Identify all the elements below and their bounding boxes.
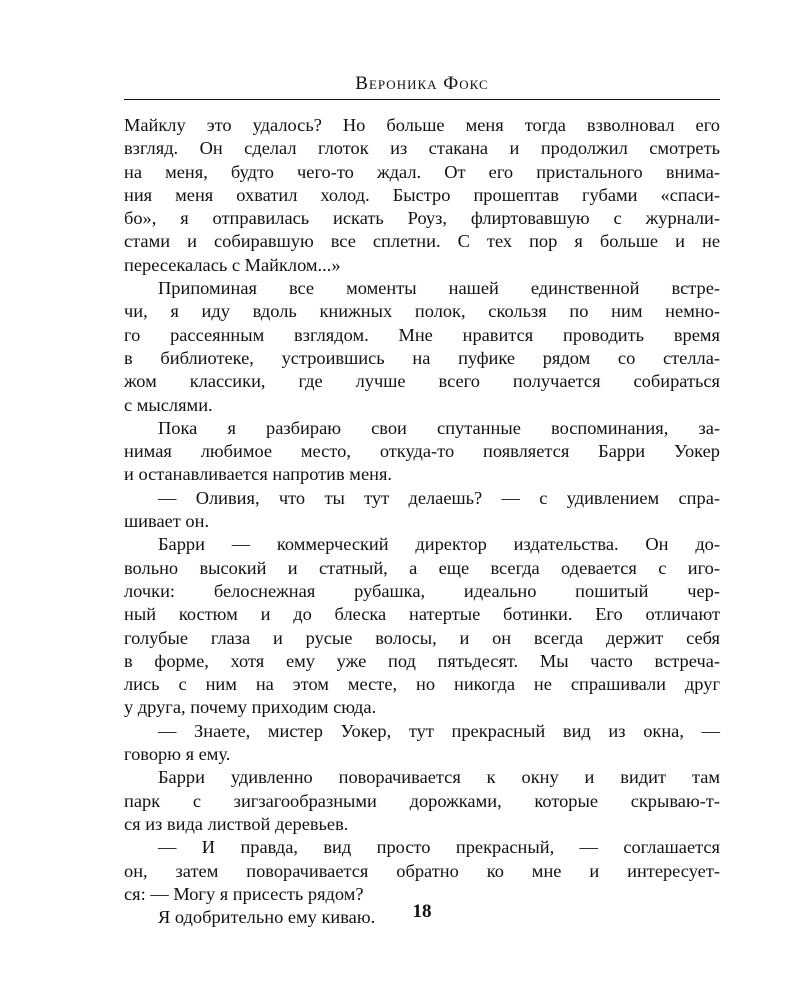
text-line: ся: — Могу я присесть рядом? [124,883,364,904]
text-line: и останавливается напротив меня. [124,464,393,485]
text-line: Пока я разбираю свои спутанные воспоминания, за- [158,417,720,438]
running-header: Вероника Фокс [355,73,489,94]
text-line: в библиотеке, устроившись на пуфике рядом со стелла- [124,347,720,368]
text-line: го рассеянным взглядом. Мне нравится проводить время [124,324,720,345]
text-line: чи, я иду вдоль книжных полок, скользя по ним немно- [124,301,720,322]
text-line: бо», я отправилась искать Роуз, флиртовавшую с журнали- [124,208,720,229]
text-line: жом классики, где лучше всего получается собираться [124,371,720,392]
text-line: говорю я ему. [124,744,231,765]
text-line: на меня, будто чего-то ждал. От его пристального внима- [124,161,720,182]
text-line: он, затем поворачивается обратно ко мне и интересует- [124,860,720,881]
text-line: парк с зигзагообразными дорожками, которые скрываю-т- [124,790,720,811]
text-line: пересекалась с Майклом...» [124,254,341,275]
text-line: в форме, хотя ему уже под пятьдесят. Мы часто встреча- [124,650,720,671]
text-line: Припоминая все моменты нашей единственной встре- [158,278,720,299]
text-line: лись с ним на этом месте, но никогда не спрашивали друг [124,674,720,695]
header-rule [124,99,720,100]
body-text [124,114,720,929]
text-line: нимая любимое место, откуда-то появляется Барри Уокер [124,441,720,462]
text-line: Майклу это удалось? Но больше меня тогда взволновал его [124,115,720,135]
text-line: Я одобрительно ему киваю. [158,907,376,928]
text-line: взгляд. Он сделал глоток из стакана и продолжил смотреть [124,138,720,159]
text-line: шивает он. [124,511,210,532]
text-line: — Оливия, что ты тут делаешь? — с удивлением спра- [158,487,720,508]
text-line: лочки: белоснежная рубашка, идеально пошитый чер- [124,580,720,601]
text-line: Барри — коммерческий директор издательства. Он до- [158,534,720,555]
text-line: Барри удивленно поворачивается к окну и видит там [158,767,720,788]
text-line: стами и собиравшую все сплетни. С тех пор я больше и не [124,231,720,252]
text-line: ния меня охватил холод. Быстро прошептав губами «спаси- [124,184,720,205]
text-line: с мыслями. [124,394,213,415]
text-line: голубые глаза и русые волосы, и он всегда держит себя [124,627,720,648]
text-line: ный костюм и до блеска натертые ботинки. Его отличают [124,604,720,625]
text-line: — Знаете, мистер Уокер, тут прекрасный вид из окна, — [158,720,720,741]
text-line: — И правда, вид просто прекрасный, — соглашается [158,837,720,858]
text-line: вольно высокий и статный, а еще всегда одевается с иго- [124,557,720,578]
text-line: ся из вида листвой деревьев. [124,813,349,834]
page-number: 18 [412,901,432,922]
text-line: у друга, почему приходим сюда. [124,697,377,718]
